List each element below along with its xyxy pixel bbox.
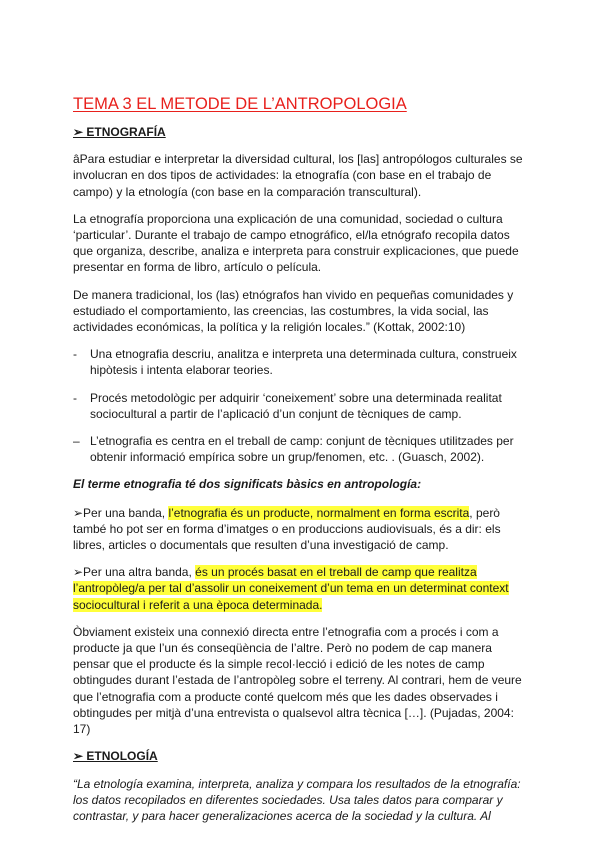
paragraph-process-meaning <box>73 564 530 613</box>
paragraph-continuation: , però també ho pot ser en forma d’imatges o en produccions audiovisuals, és a dir: els libres, articles o documentals que resulten d’una investigació de camp. <box>73 505 501 553</box>
paragraph-pujadas-quote: Òbviament existeix una connexió directa entre l’etnografia com a procés i com a producte ja que l’un és conseqüència de l’altre. Però no podem de cap manera pensar que el producte és la simple recol·lecció i edició de les notes de camp obtingudes durant l’estada de l’antropòleg sobre el terreny. Al contrari, hem de veure que l’etnografia com a producte conté quelcom més que les dades observades i obtingudes per mitjà d’una entrevista o qualsevol altra tècnica […]. (Pujadas, 2004: 17) <box>73 624 522 737</box>
list-item <box>73 433 530 465</box>
subheading-two-meanings: El terme etnografia té dos significats bàsics en antropología: <box>73 477 422 492</box>
highlight-text: és un procés basat en el treball de camp que realitza l’antropòleg/a per tal d’assolir un coneixement d’un tema en un determinat context sociocultural i referit a una època determinada. <box>73 565 509 612</box>
list-dash: - <box>73 390 77 405</box>
list-item <box>73 390 530 422</box>
list-dash: – <box>73 434 80 449</box>
list-item-text: Una etnografia descriu, analitza e interpreta una determinada cultura, construeix hipòtesis i intenta elaborar teories. <box>90 347 517 378</box>
highlight-text: l’etnografia és un producte, normalment en forma escrita <box>168 505 470 520</box>
list-dash: - <box>73 347 77 362</box>
paragraph-etnografia-definition: La etnografía proporciona una explicación de una comunidad, sociedad o cultura ‘particular’. Durante el trabajo de campo etnográfico, el/la etnógrafo recopila datos que organiza, describe, analiza e interpreta para construir explicaciones, que puede presentar en forma de libro, artículo o película. <box>73 211 519 275</box>
bullet-lead: ➢Per una altra banda, <box>73 565 196 580</box>
list-item <box>73 346 530 378</box>
section-heading-etnologia: ➢ ETNOLOGÍA <box>73 749 158 764</box>
paragraph-kottak-quote: De manera tradicional, los (las) etnógrafos han vivido en pequeñas comunidades y estudiado el comportamiento, las creencias, las costumbres, la vida social, las actividades económicas, la política y la religión locales.” (Kottak, 2002:10) <box>73 287 514 335</box>
paragraph-etnologia-quote: “La etnología examina, interpreta, analiza y compara los resultados de la etnografía: los datos recopilados en diferentes sociedades. Usa tales datos para comparar y contrastar, y para hacer generalizaciones acerca de la sociedad y la cultura. Al <box>73 776 521 823</box>
bullet-lead: ➢Per una banda, <box>73 505 169 520</box>
list-item-text: L’etnografia es centra en el treball de camp: conjunt de tècniques utilitzades per obtenir informació empírica sobre un grup/fenomen, etc. . (Guasch, 2002). <box>90 434 514 465</box>
section-heading-etnografia: ➢ ETNOGRAFÍA <box>73 125 166 139</box>
document-title: TEMA 3 EL METODE DE L’ANTROPOLOGIA <box>73 95 407 113</box>
paragraph-intro: âPara estudiar e interpretar la diversidad cultural, los [las] antropólogos culturales se involucran en dos tipos de actividades: la etnografía (con base en el trabajo de campo) y la etnología (con base en la comparación transcultural). <box>73 152 523 199</box>
paragraph-product-meaning <box>73 505 530 554</box>
list-item-text: Procés metodològic per adquirir ‘coneixement’ sobre una determinada realitat sociocultural a partir de l’aplicació d’un conjunt de tècniques de camp. <box>90 390 502 421</box>
